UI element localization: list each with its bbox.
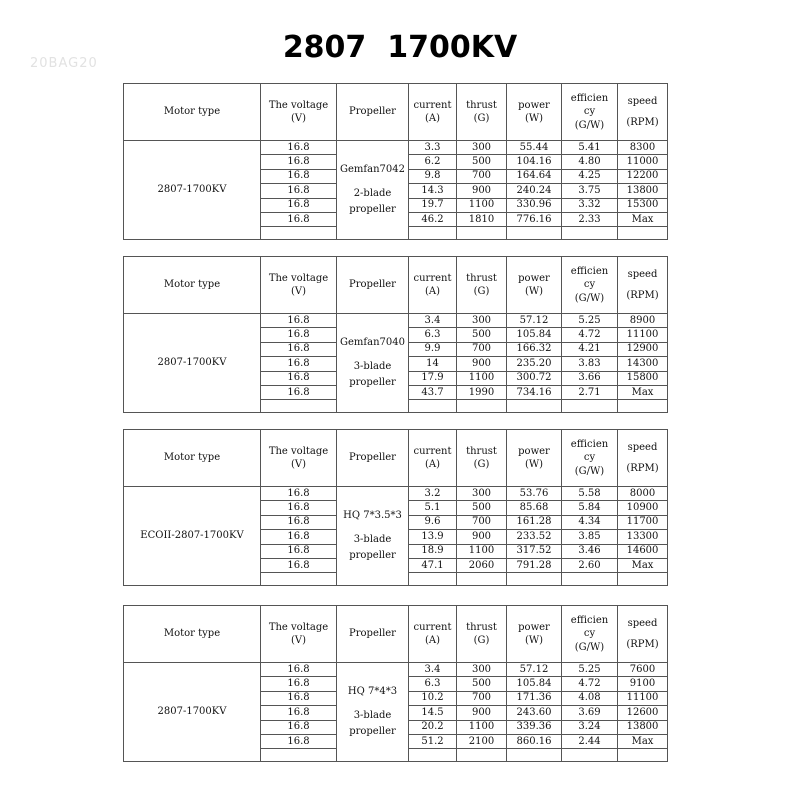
current-cell: 6.3	[409, 677, 457, 691]
speed-cell: 12200	[618, 169, 668, 183]
propeller-line: propeller	[349, 550, 396, 562]
voltage-cell: 16.8	[261, 371, 337, 385]
header-motor-type	[124, 257, 261, 314]
speed-cell: 15800	[618, 371, 668, 385]
header-power-line: (W)	[524, 286, 544, 297]
thrust-cell: 500	[457, 677, 507, 691]
current-cell: 47.1	[409, 558, 457, 572]
efficiency-cell	[562, 400, 618, 413]
voltage-cell: 16.8	[261, 198, 337, 212]
header-efficiency-line: cy	[583, 452, 596, 464]
power-cell: 171.36	[507, 691, 562, 705]
efficiency-cell: 2.71	[562, 385, 618, 399]
header-thrust	[457, 606, 507, 663]
header-thrust	[457, 257, 507, 314]
thrust-cell	[457, 573, 507, 586]
header-speed-line: speed	[627, 95, 658, 107]
propeller-line: Gemfan7040	[340, 337, 405, 349]
speed-cell: 13800	[618, 184, 668, 198]
power-cell	[507, 400, 562, 413]
efficiency-cell: 4.72	[562, 328, 618, 342]
propeller-cell	[337, 663, 409, 762]
header-efficiency-line: (G/W)	[574, 292, 605, 304]
header-speed-line: speed	[627, 268, 658, 280]
efficiency-cell	[562, 573, 618, 586]
table-header-row	[124, 606, 668, 663]
header-efficiency	[562, 606, 618, 663]
header-speed-line: (RPM)	[626, 463, 659, 474]
spec-table	[123, 429, 668, 586]
efficiency-cell	[562, 749, 618, 762]
speed-cell: 10900	[618, 501, 668, 515]
header-efficiency-line: (G/W)	[574, 465, 605, 477]
header-current	[409, 606, 457, 663]
watermark: 20BAG20	[30, 56, 98, 71]
efficiency-cell: 3.46	[562, 544, 618, 558]
current-cell: 14.5	[409, 706, 457, 720]
speed-cell: 11100	[618, 328, 668, 342]
voltage-cell: 16.8	[261, 558, 337, 572]
current-cell	[409, 749, 457, 762]
efficiency-cell: 2.44	[562, 734, 618, 748]
header-current-line: current	[413, 445, 452, 457]
efficiency-cell: 3.83	[562, 357, 618, 371]
header-current-line: current	[413, 272, 452, 284]
header-efficiency-line: cy	[583, 106, 596, 118]
speed-cell: Max	[618, 385, 668, 399]
efficiency-cell: 3.66	[562, 371, 618, 385]
header-power-line: power	[518, 445, 550, 457]
thrust-cell: 700	[457, 169, 507, 183]
thrust-cell: 900	[457, 530, 507, 544]
efficiency-cell: 3.24	[562, 720, 618, 734]
table-row	[124, 663, 668, 677]
power-cell: 330.96	[507, 198, 562, 212]
efficiency-cell: 3.75	[562, 184, 618, 198]
current-cell: 13.9	[409, 530, 457, 544]
header-voltage-line: The voltage	[268, 272, 329, 284]
propeller-line: 3-blade	[353, 361, 392, 373]
speed-cell: 14300	[618, 357, 668, 371]
thrust-cell: 900	[457, 706, 507, 720]
power-cell: 57.12	[507, 663, 562, 677]
efficiency-cell: 4.34	[562, 515, 618, 529]
header-voltage	[261, 430, 337, 487]
header-thrust-line: (G)	[473, 635, 490, 646]
propeller-line: 3-blade	[353, 710, 392, 722]
efficiency-cell: 4.21	[562, 342, 618, 356]
propeller-line: propeller	[349, 204, 396, 216]
thrust-cell: 2060	[457, 558, 507, 572]
power-cell	[507, 573, 562, 586]
header-efficiency-line: efficien	[570, 265, 609, 277]
voltage-cell: 16.8	[261, 342, 337, 356]
speed-cell	[618, 227, 668, 240]
speed-cell: 13300	[618, 530, 668, 544]
power-cell: 776.16	[507, 212, 562, 226]
efficiency-cell: 5.58	[562, 487, 618, 501]
header-propeller	[337, 84, 409, 141]
power-cell: 300.72	[507, 371, 562, 385]
efficiency-cell: 5.25	[562, 663, 618, 677]
header-thrust-line: (G)	[473, 286, 490, 297]
power-cell: 164.64	[507, 169, 562, 183]
current-cell: 14.3	[409, 184, 457, 198]
power-cell: 161.28	[507, 515, 562, 529]
header-efficiency-line: (G/W)	[574, 119, 605, 131]
current-cell: 19.7	[409, 198, 457, 212]
voltage-cell: 16.8	[261, 212, 337, 226]
header-current	[409, 257, 457, 314]
header-power	[507, 430, 562, 487]
propeller-line: propeller	[349, 377, 396, 389]
header-voltage-line: (V)	[290, 635, 307, 646]
header-power-line: (W)	[524, 635, 544, 646]
header-motor-type	[124, 606, 261, 663]
power-cell: 85.68	[507, 501, 562, 515]
efficiency-cell: 4.80	[562, 155, 618, 169]
current-cell: 3.3	[409, 141, 457, 155]
voltage-cell: 16.8	[261, 706, 337, 720]
power-cell: 235.20	[507, 357, 562, 371]
header-propeller	[337, 430, 409, 487]
header-speed-line: (RPM)	[626, 117, 659, 128]
header-efficiency-line: efficien	[570, 92, 609, 104]
current-cell: 3.4	[409, 314, 457, 328]
current-cell: 9.6	[409, 515, 457, 529]
propeller-cell	[337, 141, 409, 240]
thrust-cell	[457, 227, 507, 240]
propeller-line: 2-blade	[353, 188, 392, 200]
current-cell: 3.4	[409, 663, 457, 677]
header-efficiency	[562, 430, 618, 487]
thrust-cell: 500	[457, 328, 507, 342]
current-cell: 9.9	[409, 342, 457, 356]
voltage-cell: 16.8	[261, 501, 337, 515]
table-header-row	[124, 257, 668, 314]
thrust-cell: 1810	[457, 212, 507, 226]
thrust-cell: 300	[457, 663, 507, 677]
table-row	[124, 314, 668, 328]
current-cell: 17.9	[409, 371, 457, 385]
power-cell: 104.16	[507, 155, 562, 169]
header-voltage-line: The voltage	[268, 99, 329, 111]
current-cell: 5.1	[409, 501, 457, 515]
power-cell: 57.12	[507, 314, 562, 328]
header-voltage	[261, 257, 337, 314]
header-current-line: (A)	[424, 113, 441, 124]
speed-cell: 7600	[618, 663, 668, 677]
motor-type-cell: 2807-1700KV	[124, 314, 261, 413]
header-propeller-line: Propeller	[349, 279, 396, 291]
header-current	[409, 430, 457, 487]
current-cell: 3.2	[409, 487, 457, 501]
efficiency-cell: 4.25	[562, 169, 618, 183]
power-cell: 243.60	[507, 706, 562, 720]
header-propeller-line: Propeller	[349, 628, 396, 640]
header-motor-type-line: Motor type	[163, 452, 221, 464]
table-header-row	[124, 430, 668, 487]
power-cell: 317.52	[507, 544, 562, 558]
current-cell: 10.2	[409, 691, 457, 705]
thrust-cell: 1100	[457, 720, 507, 734]
current-cell: 46.2	[409, 212, 457, 226]
thrust-cell: 500	[457, 155, 507, 169]
current-cell: 6.2	[409, 155, 457, 169]
header-propeller-line: Propeller	[349, 452, 396, 464]
voltage-cell: 16.8	[261, 530, 337, 544]
header-efficiency	[562, 84, 618, 141]
thrust-cell: 700	[457, 691, 507, 705]
speed-cell: 11100	[618, 691, 668, 705]
header-speed-line: (RPM)	[626, 290, 659, 301]
page-title: 2807 1700KV	[282, 30, 518, 65]
header-voltage-line: The voltage	[268, 445, 329, 457]
header-power	[507, 84, 562, 141]
power-cell: 233.52	[507, 530, 562, 544]
power-cell: 105.84	[507, 677, 562, 691]
header-power-line: power	[518, 99, 550, 111]
header-motor-type	[124, 430, 261, 487]
motor-type-cell: 2807-1700KV	[124, 663, 261, 762]
header-current-line: (A)	[424, 635, 441, 646]
speed-cell: 11700	[618, 515, 668, 529]
efficiency-cell: 4.08	[562, 691, 618, 705]
thrust-cell: 900	[457, 184, 507, 198]
voltage-cell: 16.8	[261, 184, 337, 198]
speed-cell	[618, 749, 668, 762]
thrust-cell: 300	[457, 314, 507, 328]
header-voltage-line: (V)	[290, 113, 307, 124]
efficiency-cell: 4.72	[562, 677, 618, 691]
thrust-cell: 1990	[457, 385, 507, 399]
thrust-cell: 1100	[457, 544, 507, 558]
voltage-cell	[261, 573, 337, 586]
header-speed	[618, 430, 668, 487]
thrust-cell	[457, 400, 507, 413]
propeller-line: HQ 7*4*3	[347, 686, 398, 698]
header-voltage-line: (V)	[290, 286, 307, 297]
propeller-line: HQ 7*3.5*3	[343, 510, 402, 522]
voltage-cell: 16.8	[261, 544, 337, 558]
thrust-cell: 700	[457, 342, 507, 356]
propeller-line: Gemfan7042	[340, 164, 405, 176]
current-cell	[409, 227, 457, 240]
current-cell: 20.2	[409, 720, 457, 734]
header-efficiency-line: (G/W)	[574, 641, 605, 653]
power-cell: 734.16	[507, 385, 562, 399]
header-speed-line: speed	[627, 441, 658, 453]
efficiency-cell: 2.60	[562, 558, 618, 572]
thrust-cell: 2100	[457, 734, 507, 748]
header-efficiency-line: efficien	[570, 438, 609, 450]
speed-cell: 15300	[618, 198, 668, 212]
power-cell: 105.84	[507, 328, 562, 342]
header-propeller-line: Propeller	[349, 106, 396, 118]
current-cell: 9.8	[409, 169, 457, 183]
header-power	[507, 257, 562, 314]
voltage-cell: 16.8	[261, 169, 337, 183]
header-power-line: (W)	[524, 113, 544, 124]
thrust-cell: 700	[457, 515, 507, 529]
speed-cell: 9100	[618, 677, 668, 691]
thrust-cell: 900	[457, 357, 507, 371]
header-current-line: (A)	[424, 459, 441, 470]
header-thrust-line: thrust	[466, 621, 497, 633]
header-voltage-line: The voltage	[268, 621, 329, 633]
voltage-cell	[261, 749, 337, 762]
header-motor-type-line: Motor type	[163, 106, 221, 118]
voltage-cell: 16.8	[261, 734, 337, 748]
speed-cell: Max	[618, 734, 668, 748]
header-voltage	[261, 606, 337, 663]
header-motor-type-line: Motor type	[163, 279, 221, 291]
speed-cell: 8300	[618, 141, 668, 155]
propeller-cell	[337, 487, 409, 586]
voltage-cell: 16.8	[261, 328, 337, 342]
thrust-cell: 500	[457, 501, 507, 515]
speed-cell: 12600	[618, 706, 668, 720]
header-current-line: (A)	[424, 286, 441, 297]
efficiency-cell	[562, 227, 618, 240]
voltage-cell: 16.8	[261, 663, 337, 677]
table-header-row	[124, 84, 668, 141]
thrust-cell: 300	[457, 487, 507, 501]
spec-table	[123, 605, 668, 762]
current-cell: 14	[409, 357, 457, 371]
header-motor-type-line: Motor type	[163, 628, 221, 640]
voltage-cell: 16.8	[261, 677, 337, 691]
header-power-line: power	[518, 621, 550, 633]
header-thrust-line: thrust	[466, 445, 497, 457]
header-thrust	[457, 84, 507, 141]
header-efficiency-line: cy	[583, 279, 596, 291]
voltage-cell	[261, 227, 337, 240]
thrust-cell: 1100	[457, 198, 507, 212]
power-cell: 791.28	[507, 558, 562, 572]
power-cell	[507, 227, 562, 240]
power-cell: 166.32	[507, 342, 562, 356]
voltage-cell: 16.8	[261, 720, 337, 734]
header-current-line: current	[413, 621, 452, 633]
power-cell: 339.36	[507, 720, 562, 734]
table-row	[124, 141, 668, 155]
motor-type-cell: ECOII-2807-1700KV	[124, 487, 261, 586]
header-speed	[618, 257, 668, 314]
efficiency-cell: 5.84	[562, 501, 618, 515]
header-voltage-line: (V)	[290, 459, 307, 470]
header-speed	[618, 84, 668, 141]
current-cell: 51.2	[409, 734, 457, 748]
motor-type-cell: 2807-1700KV	[124, 141, 261, 240]
voltage-cell: 16.8	[261, 357, 337, 371]
propeller-line: 3-blade	[353, 534, 392, 546]
header-motor-type	[124, 84, 261, 141]
voltage-cell: 16.8	[261, 487, 337, 501]
header-power	[507, 606, 562, 663]
header-thrust-line: thrust	[466, 99, 497, 111]
speed-cell	[618, 573, 668, 586]
header-speed	[618, 606, 668, 663]
header-speed-line: speed	[627, 617, 658, 629]
header-thrust-line: (G)	[473, 113, 490, 124]
voltage-cell: 16.8	[261, 314, 337, 328]
current-cell	[409, 573, 457, 586]
speed-cell: 8000	[618, 487, 668, 501]
current-cell: 6.3	[409, 328, 457, 342]
current-cell: 43.7	[409, 385, 457, 399]
current-cell: 18.9	[409, 544, 457, 558]
thrust-cell	[457, 749, 507, 762]
header-efficiency	[562, 257, 618, 314]
thrust-cell: 300	[457, 141, 507, 155]
propeller-cell	[337, 314, 409, 413]
speed-cell: Max	[618, 212, 668, 226]
header-efficiency-line: cy	[583, 628, 596, 640]
header-power-line: (W)	[524, 459, 544, 470]
propeller-line: propeller	[349, 726, 396, 738]
efficiency-cell: 3.32	[562, 198, 618, 212]
voltage-cell: 16.8	[261, 141, 337, 155]
header-thrust	[457, 430, 507, 487]
efficiency-cell: 3.69	[562, 706, 618, 720]
speed-cell: 11000	[618, 155, 668, 169]
voltage-cell: 16.8	[261, 691, 337, 705]
speed-cell	[618, 400, 668, 413]
power-cell: 860.16	[507, 734, 562, 748]
power-cell: 55.44	[507, 141, 562, 155]
spec-table	[123, 256, 668, 413]
header-voltage	[261, 84, 337, 141]
power-cell	[507, 749, 562, 762]
table-row	[124, 487, 668, 501]
current-cell	[409, 400, 457, 413]
speed-cell: 8900	[618, 314, 668, 328]
power-cell: 53.76	[507, 487, 562, 501]
header-thrust-line: (G)	[473, 459, 490, 470]
efficiency-cell: 3.85	[562, 530, 618, 544]
header-efficiency-line: efficien	[570, 614, 609, 626]
header-propeller	[337, 606, 409, 663]
header-power-line: power	[518, 272, 550, 284]
speed-cell: 14600	[618, 544, 668, 558]
header-current-line: current	[413, 99, 452, 111]
thrust-cell: 1100	[457, 371, 507, 385]
voltage-cell: 16.8	[261, 155, 337, 169]
efficiency-cell: 2.33	[562, 212, 618, 226]
spec-table	[123, 83, 668, 240]
header-propeller	[337, 257, 409, 314]
header-speed-line: (RPM)	[626, 639, 659, 650]
voltage-cell	[261, 400, 337, 413]
efficiency-cell: 5.25	[562, 314, 618, 328]
speed-cell: 12900	[618, 342, 668, 356]
header-thrust-line: thrust	[466, 272, 497, 284]
header-current	[409, 84, 457, 141]
speed-cell: Max	[618, 558, 668, 572]
efficiency-cell: 5.41	[562, 141, 618, 155]
speed-cell: 13800	[618, 720, 668, 734]
power-cell: 240.24	[507, 184, 562, 198]
voltage-cell: 16.8	[261, 515, 337, 529]
voltage-cell: 16.8	[261, 385, 337, 399]
